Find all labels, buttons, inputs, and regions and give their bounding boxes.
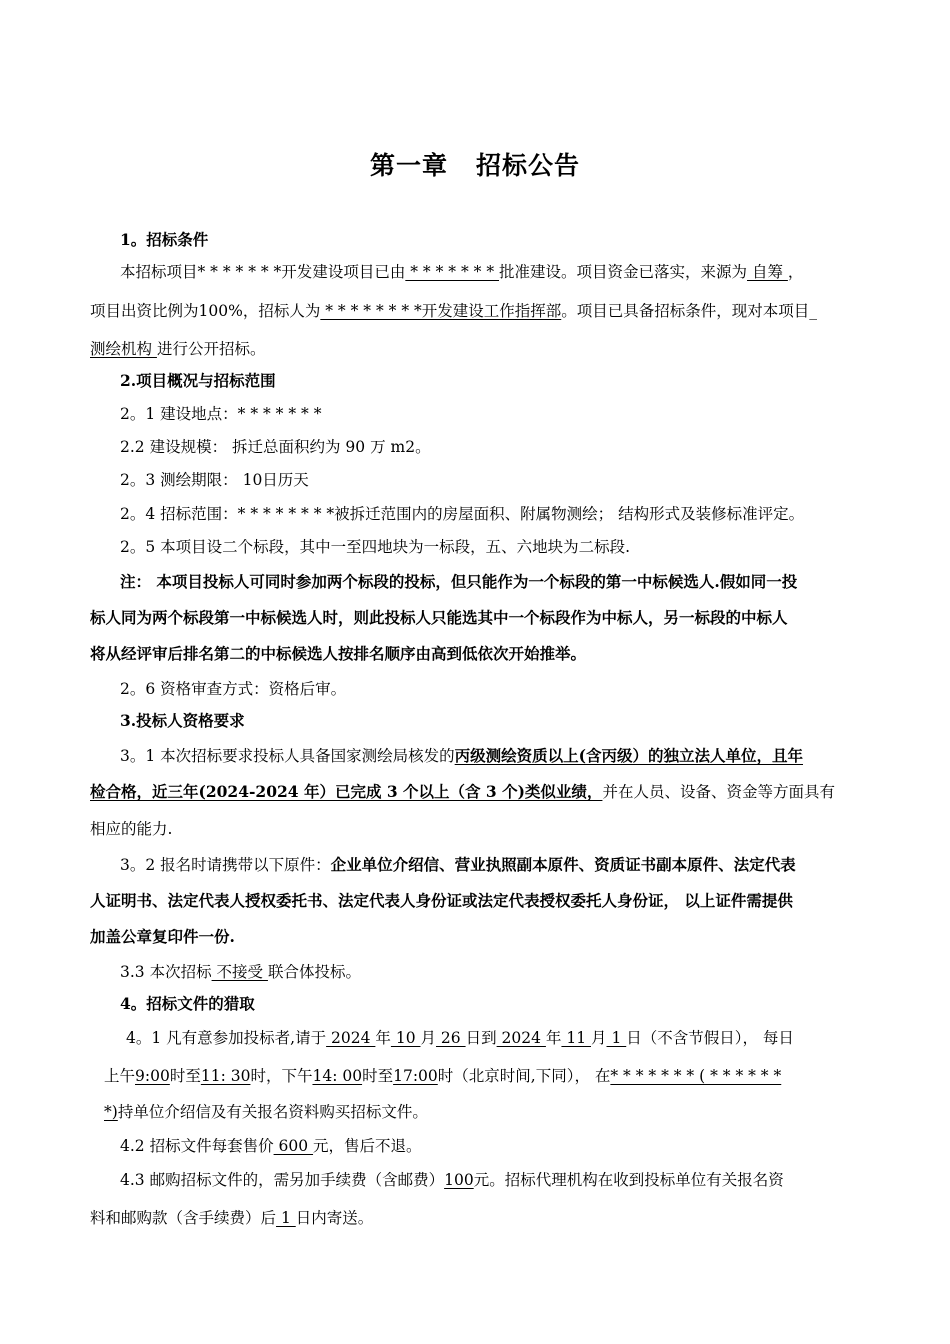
section-2-item-5: 2。5 本项目设二个标段，其中一至四地块为一标段，五、六地块为二标段. [120, 538, 631, 556]
section-2-note-line-2: 标人同为两个标段第一中标候选人时，则此投标人只能选其中一个标段作为中标人，另一标段的中标人 [90, 608, 788, 627]
section-4-item-1-line-2: 上午9:00时至11: 30时，下午14: 00时至17:00时（北京时间,下同）， 在* * * * * * * ( * * * * * * [104, 1067, 782, 1085]
section-3-req-2-line-2: 人证明书、法定代表人授权委托书、法定代表人身份证或法定代表授权委托人身份证， 以上证件需提供 [90, 891, 793, 910]
section-3-req-1-line-1: 3。1 本次招标要求投标人具备国家测绘局核发的丙级测绘资质以上(含丙级）的独立法人单位，且年 [120, 746, 803, 765]
section-2-item-6: 2。6 资格审查方式：资格后审。 [120, 680, 347, 698]
section-3-req-2-line-3: 加盖公章复印件一份. [90, 927, 235, 946]
section-4-item-3-line-1: 4.3 邮购招标文件的，需另加手续费（含邮费）100元。招标代理机构在收到投标单位有关报名资 [120, 1171, 784, 1189]
chapter-title [0, 146, 950, 182]
section-3-req-2-line-1: 3。2 报名时请携带以下原件：企业单位介绍信、营业执照副本原件、资质证书副本原件、法定代表 [120, 855, 796, 874]
section-1-line-1: 本招标项目* * * * * * *开发建设项目已由 * * * * * * * 批准建设。项目资金已落实，来源为 自筹 ， [120, 263, 804, 281]
section-2-item-3: 2。3 测绘期限： 10日历天 [120, 471, 309, 489]
section-3-req-1-line-2: 检合格，近三年(2024-2024 年）已完成 3 个以上（含 3 个)类似业绩，并在人员、设备、资金等方面具有 [90, 782, 835, 801]
section-4-item-3-line-2: 料和邮购款（含手续费）后 1 日内寄送。 [90, 1209, 374, 1227]
section-2-item-1: 2。1 建设地点：* * * * * * * [120, 405, 322, 423]
section-4-item-1-line-3: *)持单位介绍信及有关报名资料购买招标文件。 [104, 1103, 428, 1121]
section-3-req-3: 3.3 本次招标 不接受 联合体投标。 [120, 963, 361, 981]
section-3-heading: 3.投标人资格要求 [120, 711, 245, 730]
section-4-item-1-line-1: 4。1 凡有意参加投标者,请于 2024 年 10 月 26 日到 2024 年 11 月 1 日（不含节假日）， 每日 [126, 1029, 794, 1047]
section-4-heading: 4。招标文件的猎取 [120, 994, 255, 1013]
section-4-item-2: 4.2 招标文件每套售价 600 元，售后不退。 [120, 1137, 422, 1155]
section-1-line-2: 项目出资比例为100%，招标人为 * * * * * * * *开发建设工作指挥部。项目已具备招标条件，现对本项目_ [90, 302, 818, 320]
chapter-name: 招标公告 [476, 151, 581, 180]
section-2-heading: 2.项目概况与招标范围 [120, 371, 276, 390]
section-1-line-3: 测绘机构 进行公开招标。 [90, 340, 266, 358]
section-2-note-line-1: 注： 本项目投标人可同时参加两个标段的投标，但只能作为一个标段的第一中标候选人.假如同一投 [120, 572, 798, 591]
section-1-heading: 1。招标条件 [120, 230, 209, 249]
section-2-item-2: 2.2 建设规模： 拆迁总面积约为 90 万 m2。 [120, 438, 431, 456]
section-2-note-line-3: 将从经评审后排名第二的中标候选人按排名顺序由高到低依次开始推举。 [90, 644, 587, 663]
section-3-req-1-line-3: 相应的能力. [90, 820, 173, 838]
chapter-number: 第一章 [369, 151, 448, 180]
section-2-item-4: 2。4 招标范围：* * * * * * * *被拆迁范围内的房屋面积、附属物测绘； 结构形式及装修标准评定。 [120, 505, 805, 523]
